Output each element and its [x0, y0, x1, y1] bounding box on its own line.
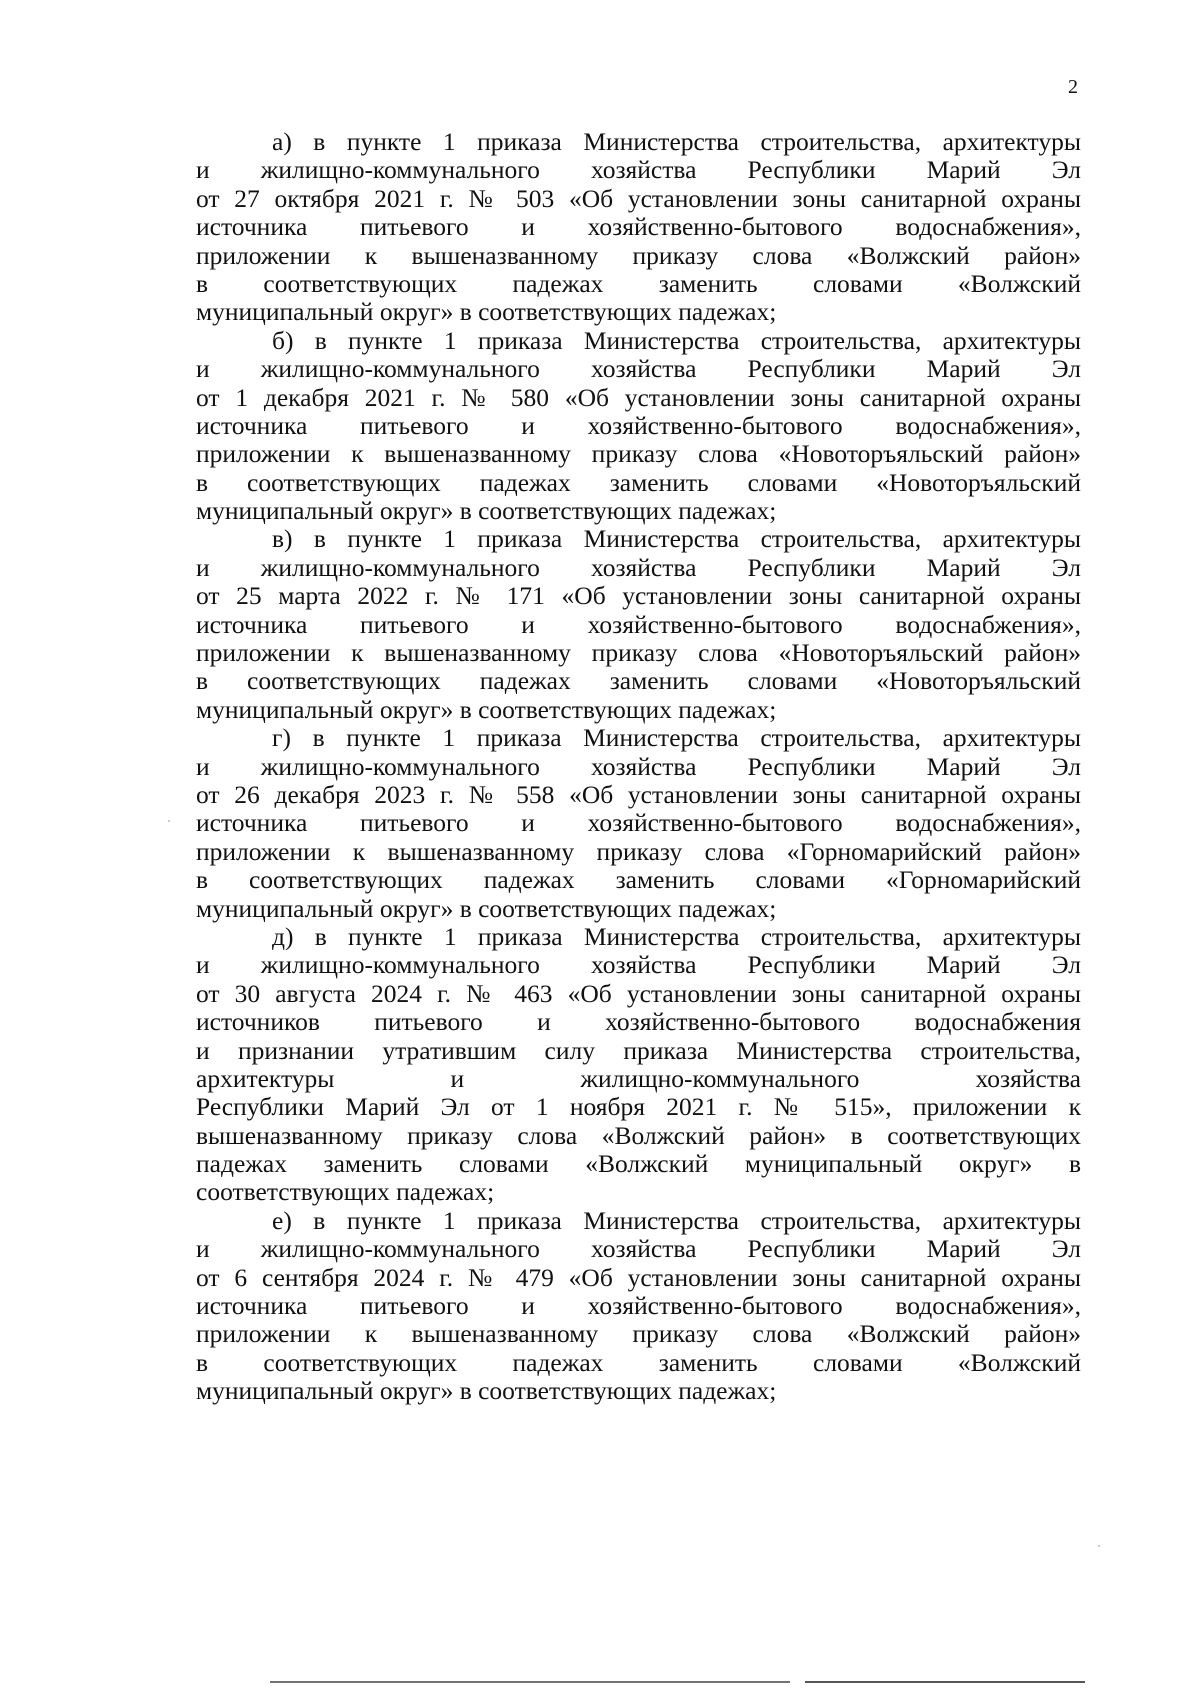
text-line: и жилищно-коммунального хозяйства Республики Марий Эл — [196, 155, 1081, 185]
text-line: и жилищно-коммунального хозяйства Республики Марий Эл — [196, 751, 1081, 781]
scan-speck — [1098, 1545, 1100, 1547]
text-line: от 26 декабря 2023 г. № 558 «Об установлении зоны санитарной охраны — [196, 779, 1081, 809]
scan-speck — [168, 820, 170, 822]
text-line: от 27 октября 2021 г. № 503 «Об установлении зоны санитарной охраны — [196, 183, 1081, 213]
text-line: муниципальный округ» в соответствующих падежах; — [196, 893, 777, 923]
text-line: источника питьевого и хозяйственно-бытового водоснабжения», — [196, 808, 1081, 838]
text-line: приложении к вышеназванному приказу слова «Новоторъяльский район» — [196, 439, 1081, 469]
text-line: в соответствующих падежах заменить словами «Новоторъяльский — [196, 666, 1081, 696]
text-line: б) в пункте 1 приказа Министерства строительства, архитектуры — [272, 325, 1081, 355]
text-line: в соответствующих падежах заменить словами «Новоторъяльский — [196, 467, 1081, 497]
text-line: и жилищно-коммунального хозяйства Республики Марий Эл — [196, 354, 1081, 384]
text-line: источника питьевого и хозяйственно-бытового водоснабжения», — [196, 609, 1081, 639]
text-line: д) в пункте 1 приказа Министерства строительства, архитектуры — [272, 921, 1081, 951]
text-line: в соответствующих падежах заменить словами «Волжский — [196, 1347, 1081, 1377]
text-line: а) в пункте 1 приказа Министерства строительства, архитектуры — [272, 127, 1081, 156]
text-line: от 6 сентября 2024 г. № 479 «Об установлении зоны санитарной охраны — [196, 1262, 1081, 1292]
paragraph-g — [196, 724, 1081, 923]
text-line: муниципальный округ» в соответствующих падежах; — [196, 694, 777, 724]
text-line: приложении к вышеназванному приказу слова «Горномарийский район» — [196, 836, 1081, 866]
text-line: архитектуры и жилищно-коммунального хозяйства — [196, 1063, 1081, 1093]
text-line: вышеназванному приказу слова «Волжский район» в соответствующих — [196, 1120, 1081, 1150]
page-number: 2 — [1068, 76, 1078, 98]
text-line: в соответствующих падежах заменить словами «Волжский — [196, 268, 1081, 298]
text-line: и признании утратившим силу приказа Министерства строительства, — [196, 1035, 1081, 1065]
text-line: в) в пункте 1 приказа Министерства строительства, архитектуры — [272, 524, 1081, 554]
text-line: в соответствующих падежах заменить словами «Горномарийский — [196, 865, 1081, 895]
paragraph-b — [196, 327, 1081, 526]
text-line: от 30 августа 2024 г. № 463 «Об установлении зоны санитарной охраны — [196, 978, 1081, 1008]
text-line: источника питьевого и хозяйственно-бытового водоснабжения», — [196, 410, 1081, 440]
text-line: муниципальный округ» в соответствующих падежах; — [196, 1376, 777, 1406]
text-line: приложении к вышеназванному приказу слова «Волжский район» — [196, 240, 1081, 270]
text-line: источников питьевого и хозяйственно-бытового водоснабжения — [196, 1007, 1081, 1037]
text-line: и жилищно-коммунального хозяйства Республики Марий Эл — [196, 1234, 1081, 1264]
paragraph-d — [196, 923, 1081, 1207]
paragraph-v — [196, 525, 1081, 724]
paragraph-e — [196, 1207, 1081, 1406]
document-body — [196, 128, 1081, 1406]
text-line: г) в пункте 1 приказа Министерства строительства, архитектуры — [272, 723, 1081, 753]
text-line: Республики Марий Эл от 1 ноября 2021 г. № 515», приложении к — [196, 1092, 1081, 1122]
text-line: падежах заменить словами «Волжский муниципальный округ» в — [196, 1149, 1081, 1179]
text-line: соответствующих падежах; — [196, 1177, 495, 1207]
footer-scan-line — [270, 1681, 790, 1683]
footer-scan-line — [805, 1681, 1085, 1683]
text-line: от 25 марта 2022 г. № 171 «Об установлении зоны санитарной охраны — [196, 581, 1081, 611]
text-line: приложении к вышеназванному приказу слова «Новоторъяльский район» — [196, 638, 1081, 668]
text-line: е) в пункте 1 приказа Министерства строительства, архитектуры — [272, 1205, 1081, 1235]
text-line: источника питьевого и хозяйственно-бытового водоснабжения», — [196, 212, 1081, 242]
text-line: муниципальный округ» в соответствующих падежах; — [196, 297, 777, 327]
text-line: и жилищно-коммунального хозяйства Республики Марий Эл — [196, 552, 1081, 582]
text-line: источника питьевого и хозяйственно-бытового водоснабжения», — [196, 1291, 1081, 1321]
text-line: муниципальный округ» в соответствующих падежах; — [196, 496, 777, 526]
text-line: и жилищно-коммунального хозяйства Республики Марий Эл — [196, 950, 1081, 980]
text-line: приложении к вышеназванному приказу слова «Волжский район» — [196, 1319, 1081, 1349]
paragraph-a — [196, 128, 1081, 327]
text-line: от 1 декабря 2021 г. № 580 «Об установлении зоны санитарной охраны — [196, 382, 1081, 412]
